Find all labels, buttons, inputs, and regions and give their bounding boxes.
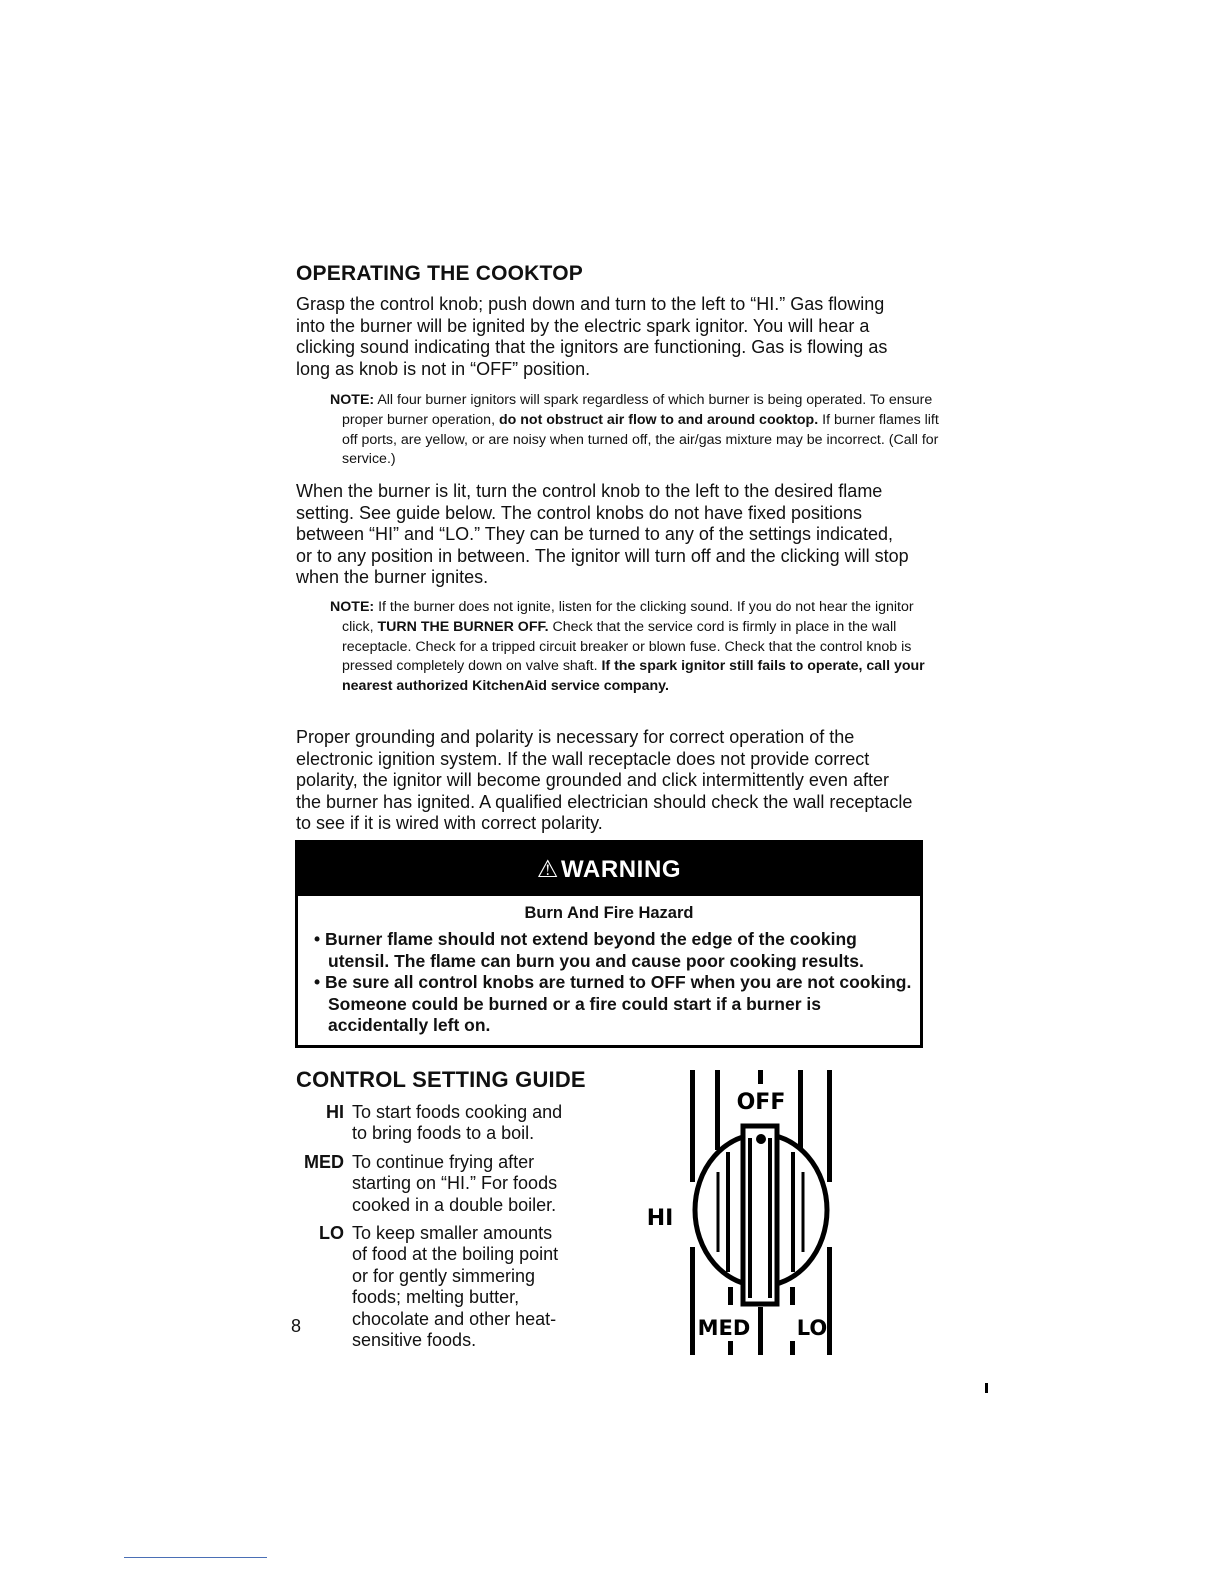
note-bold: If the spark ignitor still fails to operate, call your nearest authorized KitchenAid service company. — [342, 658, 925, 695]
note-text: If burner flames lift off ports, are yellow, or are noisy when turned off, the air/gas mixture may be incorrect. (Call for service.) — [342, 411, 939, 468]
note-label: NOTE: — [330, 599, 375, 615]
note-label: NOTE: — [330, 392, 375, 408]
guide-desc: To continue frying after starting on “HI.” For foods cooked in a double boiler. — [352, 1151, 558, 1215]
note-ignitors — [330, 391, 942, 470]
warning-subtitle: Burn And Fire Hazard — [524, 904, 694, 922]
guide-row-hi — [296, 1102, 572, 1145]
guide-desc: To start foods cooking and to bring foods to a boil. — [352, 1102, 563, 1144]
warning-box — [295, 840, 923, 1048]
note-bold: do not obstruct air flow to and around cooktop. — [498, 411, 819, 428]
warning-item: • Burner flame should not extend beyond the edge of the cooking utensil. The flame can burn you and cause poor cooking results. — [314, 929, 864, 971]
guide-line — [827, 1247, 832, 1355]
scan-mark — [985, 1383, 988, 1393]
note-bold: TURN THE BURNER OFF. — [377, 618, 549, 635]
warning-title: WARNING — [560, 855, 682, 883]
knob-label-med: MED — [697, 1316, 751, 1340]
guide-desc: To keep smaller amounts of food at the boiling point or for gently simmering foods; melting butter, chocolate and other heat-sensitive foods. — [352, 1223, 559, 1351]
lit-burner-paragraph: When the burner is lit, turn the control knob to the left to the desired flame setting. See guide below. The control knobs do not have fixed positions between “HI” and “LO.” They can be turned to any of the settings indicated, or to any position in between. The ignitor will turn off and the clicking will stop when the burner ignites. — [296, 481, 909, 588]
guide-title: CONTROL SETTING GUIDE — [296, 1067, 586, 1092]
page-number: 8 — [291, 1316, 302, 1336]
lo-tick — [790, 1287, 795, 1305]
knob-diagram — [640, 1062, 850, 1362]
lo-tick — [790, 1341, 795, 1355]
note-no-ignition — [330, 598, 942, 697]
guide-key: MED — [304, 1151, 344, 1172]
warning-header — [298, 843, 920, 896]
grounding-paragraph: Proper grounding and polarity is necessary for correct operation of the electronic ignition system. If the wall receptacle does not provide correct polarity, the ignitor will become grounded and click intermittently even after the burner has ignited. A qualified electrician should check the wall receptacle to see if it is wired with correct polarity. — [296, 727, 913, 834]
pointer-dot — [756, 1134, 766, 1144]
guide-list — [296, 1102, 572, 1358]
off-tick — [758, 1070, 763, 1084]
note-text: All four burner ignitors will spark regardless of which burner is being operated. To ensure proper burner operation, — [342, 392, 933, 428]
note-text: If the burner does not ignite, listen for the clicking sound. If you do not hear the ignitor click, — [342, 599, 914, 635]
page-title: OPERATING THE COOKTOP — [296, 262, 583, 285]
warning-list — [298, 929, 920, 1037]
guide-row-med — [296, 1152, 572, 1216]
guide-line — [690, 1070, 695, 1182]
guide-line — [798, 1070, 803, 1150]
warning-triangle-icon: ⚠ — [536, 856, 559, 883]
guide-key: HI — [326, 1102, 344, 1122]
center-stem — [758, 1307, 763, 1355]
guide-row-lo — [296, 1223, 572, 1351]
guide-line — [827, 1070, 832, 1182]
note-text: Check that the service cord is firmly in place in the wall receptacle. Check for a tripped circuit breaker or blown fuse. Check that the control knob is pressed completely down on valve shaft. — [342, 618, 912, 675]
knob-label-off: OFF — [736, 1090, 786, 1115]
med-tick — [728, 1287, 733, 1305]
guide-key: LO — [319, 1223, 344, 1244]
knob-label-hi: HI — [646, 1206, 674, 1231]
intro-paragraph: Grasp the control knob; push down and turn to the left to “HI.” Gas flowing into the burner will be ignited by the electric spark ignitor. You will hear a clicking sound indicating that the ignitors are functioning. Gas is flowing as long as knob is not in “OFF” position. — [296, 294, 888, 379]
guide-line — [715, 1070, 720, 1150]
scan-line — [124, 1557, 267, 1558]
warning-item: • Be sure all control knobs are turned to OFF when you are not cooking. Someone could be burned or a fire could start if a burner is accidentally left on. — [314, 972, 912, 1035]
guide-line — [690, 1247, 695, 1355]
med-tick — [728, 1341, 733, 1355]
knob-label-lo: LO — [796, 1316, 828, 1340]
